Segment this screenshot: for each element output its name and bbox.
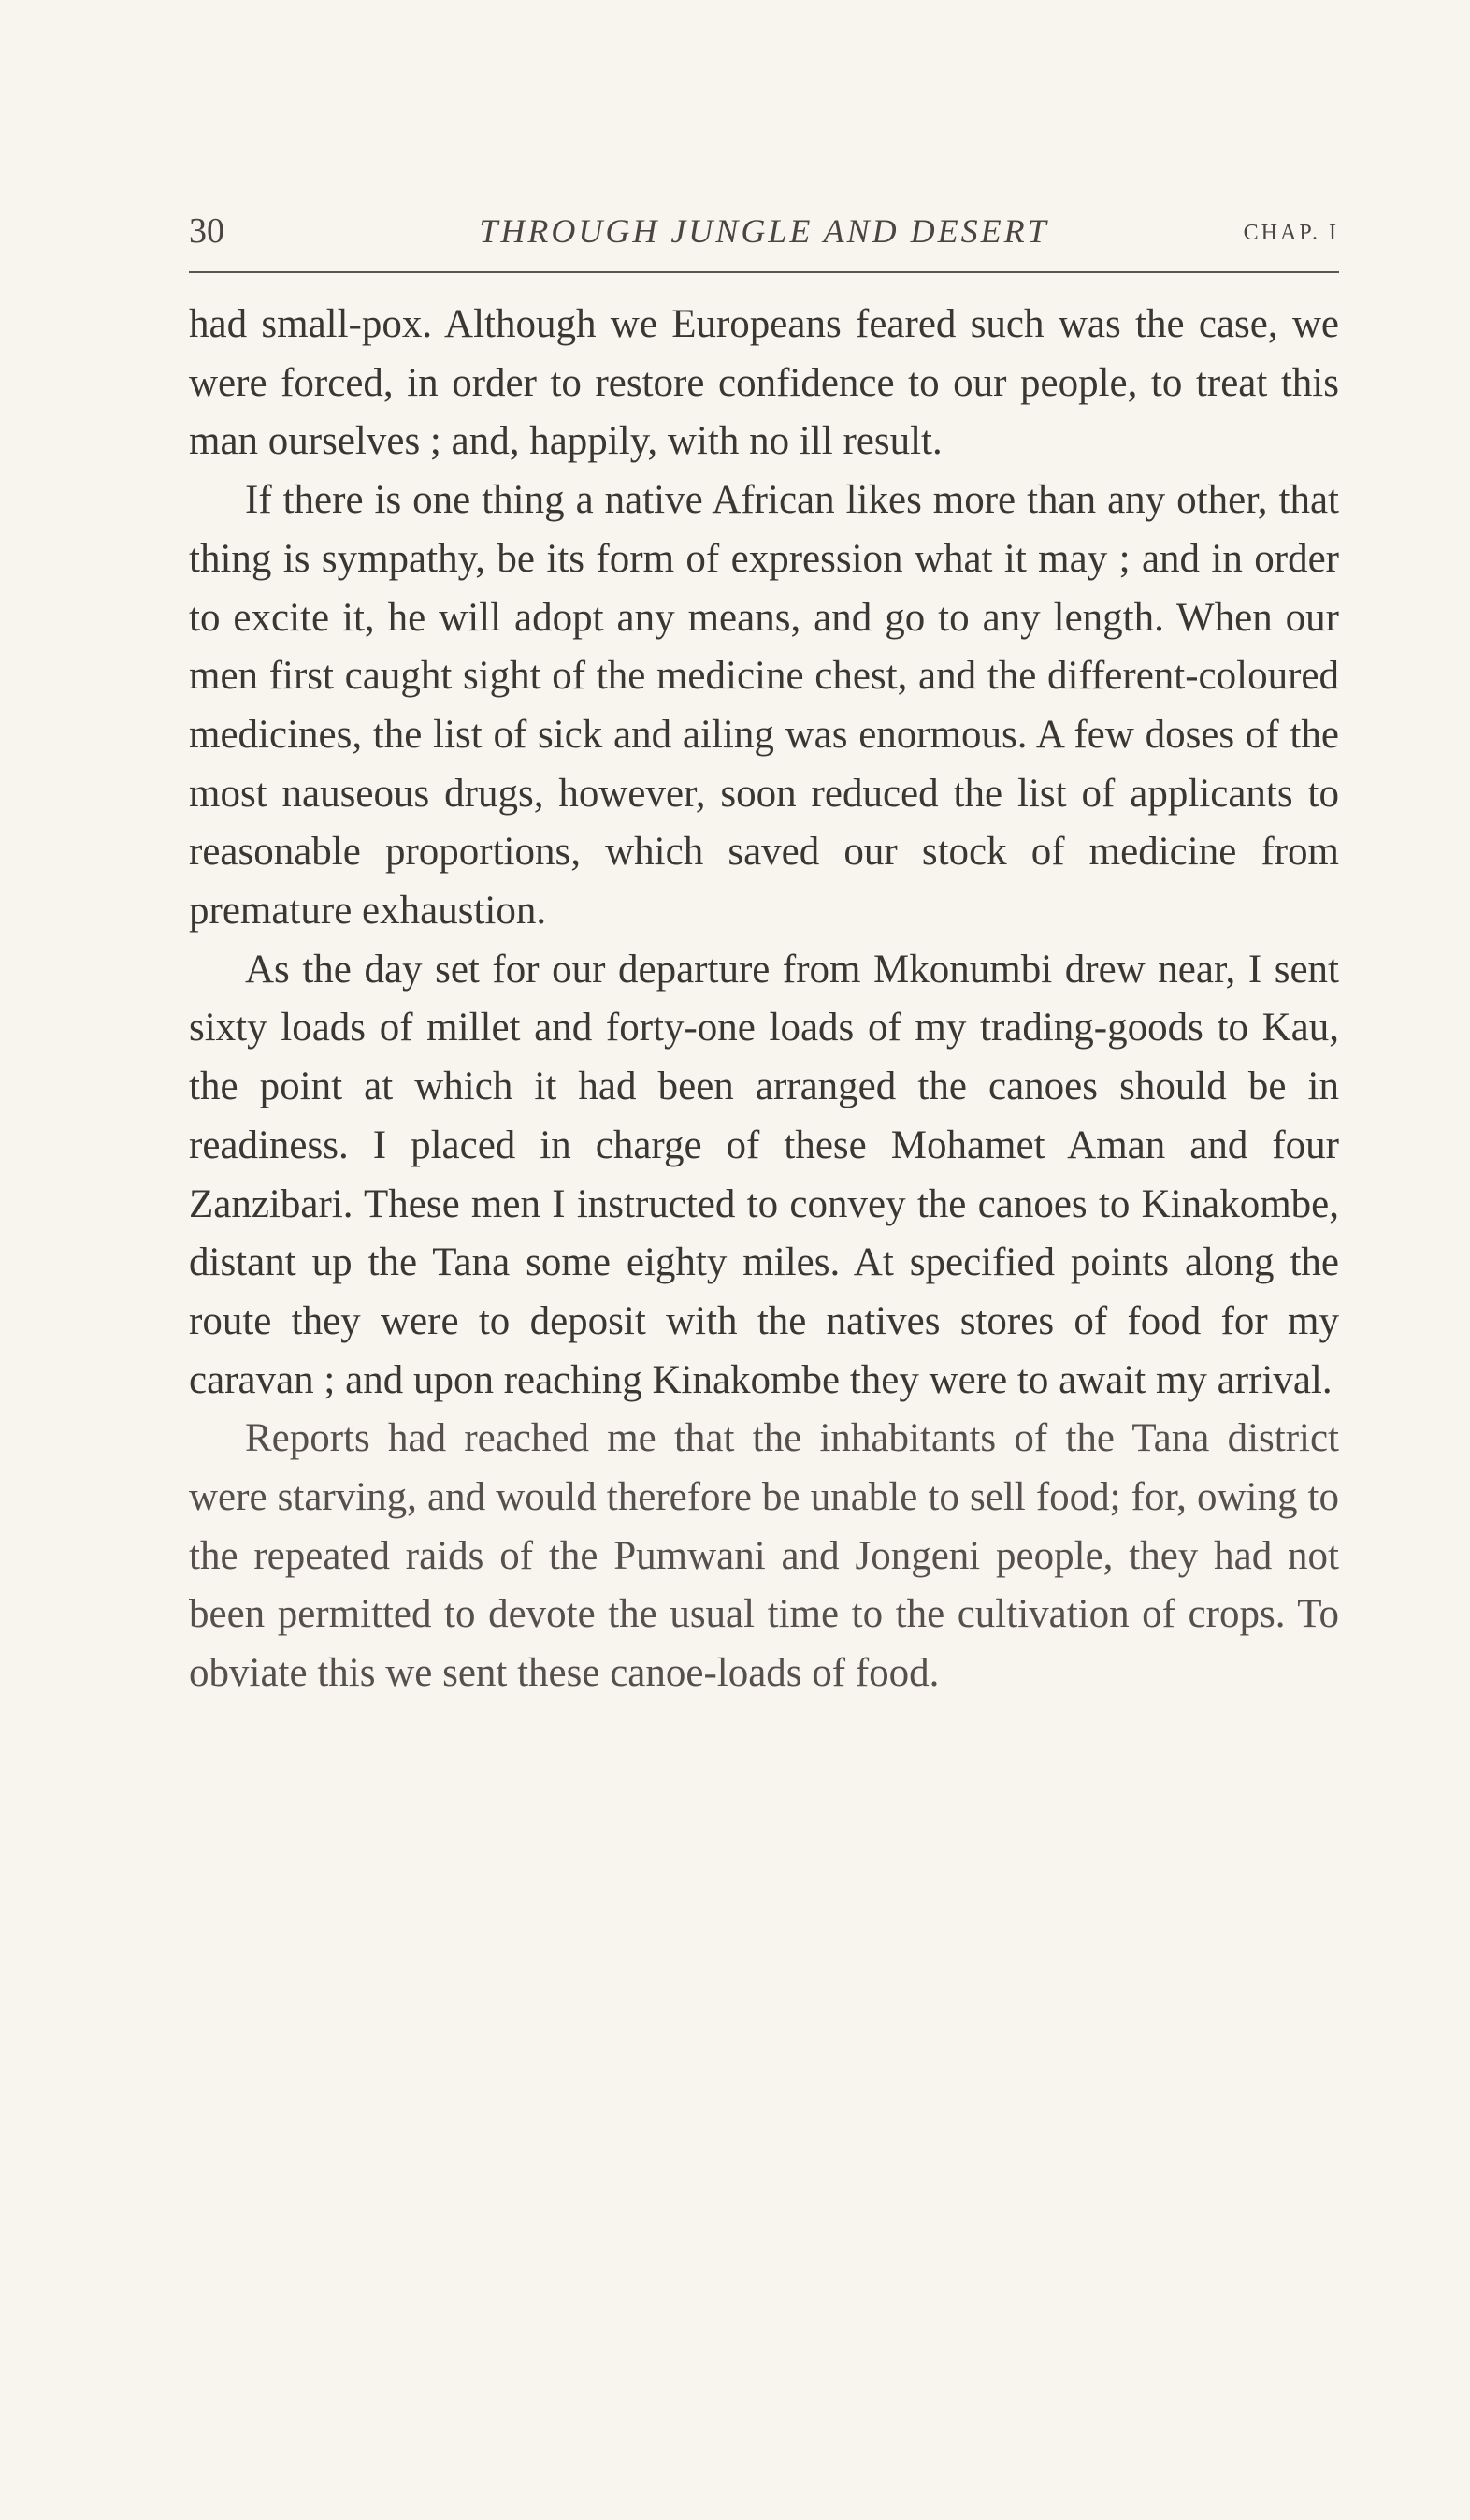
running-title: THROUGH JUNGLE AND DESERT [479,212,1049,250]
page-number: 30 [189,211,224,251]
running-head [189,208,1339,254]
paragraph-departure: As the day set for our departure from Mkonumbi drew near, I sent sixty loads of millet and forty-one loads of my trading-goods to Kau, the point at which it had been arranged the canoes should be in readiness. I placed in charge of these Mohamet Aman and four Zanzibari. These men I instructed to convey the canoes to Kinakombe, distant up the Tana some eighty miles. At specified points along the route they were to deposit with the natives stores of food for my caravan ; and upon reaching Kinakombe they were to await my arrival. [189,947,1339,1402]
chapter-reference: CHAP. I [1243,221,1339,245]
paragraph-sympathy: If there is one thing a native African likes more than any other, that thing is sympathy, be its form of expression what it may ; and in order to excite it, he will adopt any means, and go to any length. When our men first caught sight of the medicine chest, and the different-coloured medicines, the list of sick and ailing was enormous. A few doses of the most nauseous drugs, however, soon reduced the list of applicants to reasonable proportions, which saved our stock of medicine from premature exhaustion. [189,478,1339,934]
body-text [189,296,1339,1703]
paragraph-reports: Reports had reached me that the inhabitants of the Tana district were starving, and would therefore be unable to sell food; for, owing to the repeated raids of the Pumwani and Jongeni people, they had not been permitted to devote the usual time to the cultivation of crops. To obviate this we sent these canoe-loads of food. [189,1416,1339,1696]
paragraph-continued: had small-pox. Although we Europeans feared such was the case, we were forced, in order to restore confidence to our people, to treat this man ourselves ; and, happily, with no ill result. [189,302,1339,464]
header-rule [189,271,1339,273]
